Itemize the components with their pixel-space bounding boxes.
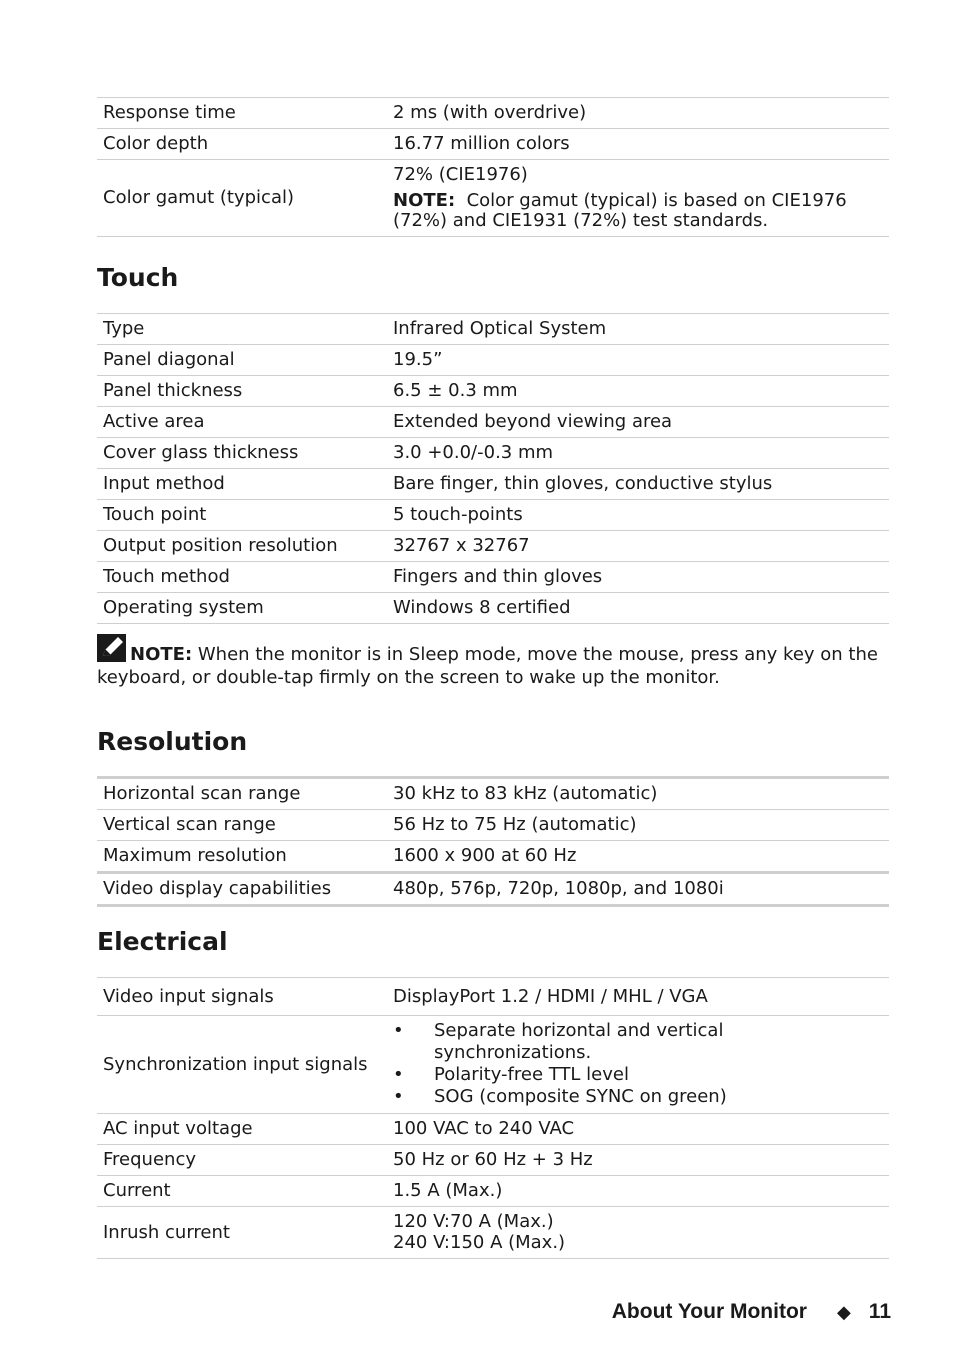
spec-label: Active area [97, 407, 387, 438]
table-row [97, 562, 889, 593]
spec-value: 480p, 576p, 720p, 1080p, and 1080i [387, 873, 889, 906]
note-text: When the monitor is in Sleep mode, move the mouse, press any key on the keyboard, or double-tap firmly on the screen to wake up the monitor. [97, 644, 878, 688]
sync-signal-list [393, 1020, 883, 1108]
table-row [97, 841, 889, 873]
spec-label: Horizontal scan range [97, 778, 387, 810]
spec-value: Extended beyond viewing area [387, 407, 889, 438]
spec-label: Vertical scan range [97, 810, 387, 841]
gamut-note [393, 191, 883, 231]
spec-label: Video input signals [97, 978, 387, 1016]
spec-label: Type [97, 314, 387, 345]
spec-value: 56 Hz to 75 Hz (automatic) [387, 810, 889, 841]
spec-label: Panel diagonal [97, 345, 387, 376]
spec-label: AC input voltage [97, 1114, 387, 1145]
spec-label: Panel thickness [97, 376, 387, 407]
table-row [97, 376, 889, 407]
spec-label: Frequency [97, 1145, 387, 1176]
page-footer [612, 1300, 891, 1324]
spec-value: Infrared Optical System [387, 314, 889, 345]
table-row [97, 129, 889, 160]
list-item: • Separate horizontal and vertical synchronizations. [393, 1020, 883, 1064]
table-row [97, 1176, 889, 1207]
spec-value: 30 kHz to 83 kHz (automatic) [387, 778, 889, 810]
spec-label: Color depth [97, 129, 387, 160]
table-row [97, 810, 889, 841]
table-row [97, 1145, 889, 1176]
list-item: • SOG (composite SYNC on green) [393, 1086, 883, 1108]
spec-label: Color gamut (typical) [97, 160, 387, 237]
spec-label: Operating system [97, 593, 387, 624]
spec-value: 16.77 million colors [387, 129, 889, 160]
spec-value: Fingers and thin gloves [387, 562, 889, 593]
spec-value-cell [387, 1207, 889, 1259]
table-row [97, 314, 889, 345]
note-label: NOTE: [393, 190, 456, 211]
electrical-spec-table [97, 977, 889, 1259]
spec-page [97, 97, 889, 1259]
spec-value: 100 VAC to 240 VAC [387, 1114, 889, 1145]
table-row [97, 873, 889, 906]
spec-value: Bare finger, thin gloves, conductive stylus [387, 469, 889, 500]
spec-label: Input method [97, 469, 387, 500]
note-text: Color gamut (typical) is based on CIE1976 (72%) and CIE1931 (72%) test standards. [393, 190, 847, 231]
spec-label: Inrush current [97, 1207, 387, 1259]
spec-label: Touch point [97, 500, 387, 531]
spec-value: 1.5 A (Max.) [387, 1176, 889, 1207]
table-row [97, 593, 889, 624]
note-pencil-icon [97, 634, 126, 662]
list-item: • Polarity-free TTL level [393, 1064, 883, 1086]
section-title-electrical: Electrical [97, 927, 228, 956]
spec-value: Windows 8 certified [387, 593, 889, 624]
spec-label: Video display capabilities [97, 873, 387, 906]
spec-value: 19.5” [387, 345, 889, 376]
diamond-separator-icon: ◆ [836, 1302, 851, 1322]
spec-label: Response time [97, 98, 387, 129]
spec-label: Output position resolution [97, 531, 387, 562]
section-title-resolution: Resolution [97, 727, 248, 756]
table-row [97, 500, 889, 531]
table-row [97, 1207, 889, 1259]
table-row [97, 778, 889, 810]
table-row [97, 98, 889, 129]
spec-label: Maximum resolution [97, 841, 387, 873]
resolution-spec-table [97, 776, 889, 907]
spec-value: 2 ms (with overdrive) [387, 98, 889, 129]
table-row [97, 469, 889, 500]
footer-section-title: About Your Monitor [611, 1300, 807, 1323]
spec-label: Touch method [97, 562, 387, 593]
spec-value-cell [387, 1016, 889, 1114]
sleep-mode-note [97, 634, 889, 689]
table-row [97, 438, 889, 469]
spec-value: DisplayPort 1.2 / HDMI / MHL / VGA [387, 978, 889, 1016]
display-spec-table [97, 97, 889, 237]
section-title-touch: Touch [97, 263, 179, 292]
table-row [97, 531, 889, 562]
spec-value: 3.0 +0.0/-0.3 mm [387, 438, 889, 469]
spec-value: 72% (CIE1976) [393, 164, 528, 185]
spec-label: Cover glass thickness [97, 438, 387, 469]
table-row [97, 160, 889, 237]
note-label: NOTE: [130, 644, 193, 665]
spec-value: 32767 x 32767 [387, 531, 889, 562]
spec-value-cell [387, 160, 889, 237]
spec-value: 240 V:150 A (Max.) [393, 1232, 566, 1253]
spec-value: 6.5 ± 0.3 mm [387, 376, 889, 407]
spec-label: Current [97, 1176, 387, 1207]
spec-value: 120 V:70 A (Max.) [393, 1211, 554, 1232]
table-row [97, 978, 889, 1016]
spec-value: 50 Hz or 60 Hz + 3 Hz [387, 1145, 889, 1176]
touch-spec-table [97, 313, 889, 624]
spec-value: 1600 x 900 at 60 Hz [387, 841, 889, 873]
table-row [97, 345, 889, 376]
table-row [97, 1016, 889, 1114]
spec-value: 5 touch-points [387, 500, 889, 531]
spec-label: Synchronization input signals [97, 1016, 387, 1114]
table-row [97, 1114, 889, 1145]
page-number: 11 [868, 1300, 891, 1323]
table-row [97, 407, 889, 438]
